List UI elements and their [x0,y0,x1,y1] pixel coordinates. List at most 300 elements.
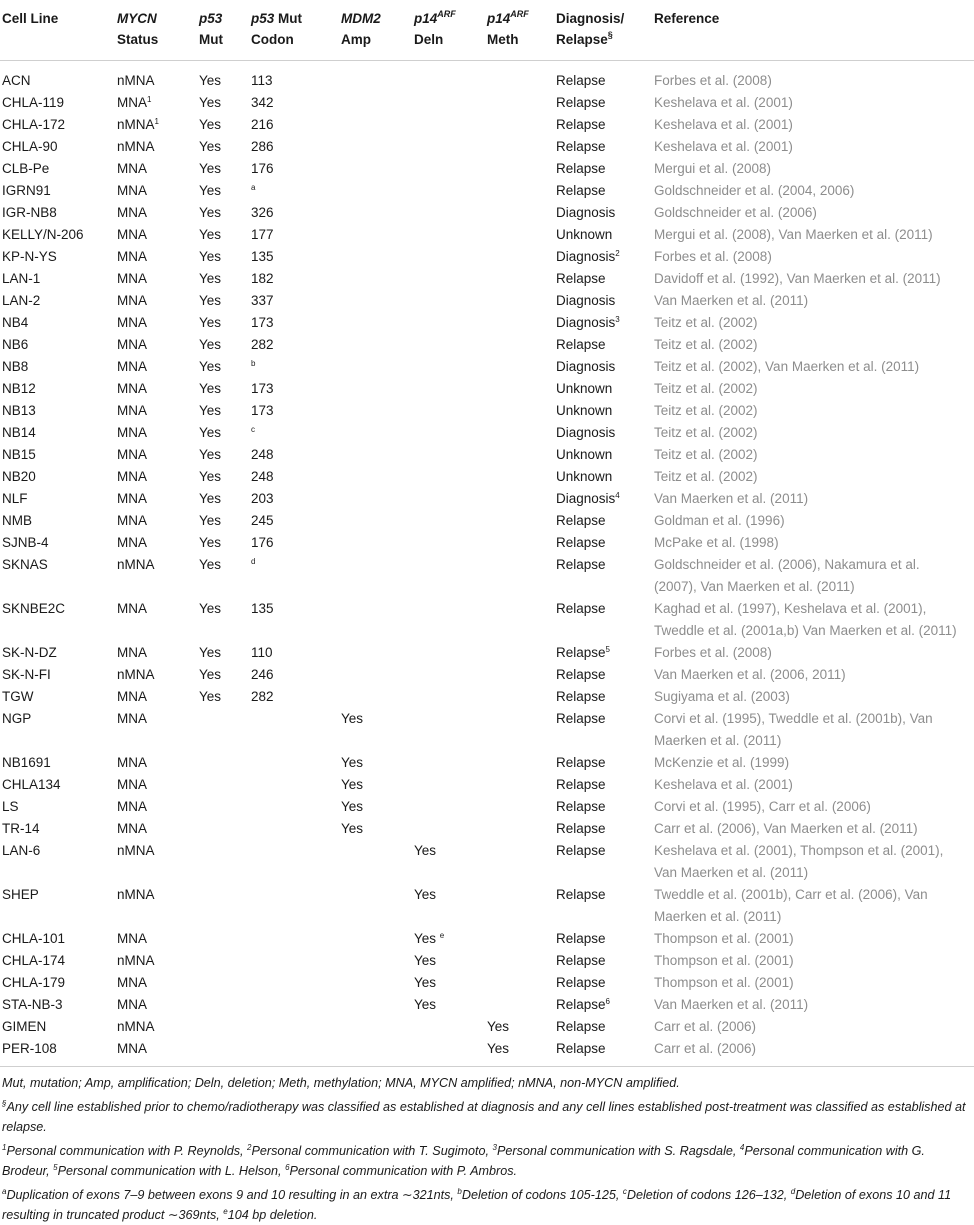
mdm2-amp-cell [341,708,414,752]
cell-line-name-cell [0,884,117,928]
table-row [0,378,974,400]
p53-mut: Yes [199,491,222,506]
mdm2-amp-cell [341,334,414,356]
footnote-text: Personal communication with P. Ambros. [289,1164,518,1178]
p14arf-deln-cell [414,136,487,158]
p53-mut-cell [199,598,251,642]
p14arf-deln-cell [414,510,487,532]
p53-codon: 177 [251,227,274,242]
p53-codon-cell [251,774,341,796]
mycn-status: MNA [117,447,147,462]
p53-codon-cell [251,290,341,312]
cell-line-name: SKNAS [2,557,48,572]
footnote-marker: 2 [247,1143,252,1152]
table-row [0,554,974,598]
p14arf-meth-cell [487,708,556,752]
diagnosis-relapse: Relapse [556,95,606,110]
diagnosis-relapse: Relapse [556,271,606,286]
p14arf-meth-cell [487,378,556,400]
mycn-status-cell [117,708,199,752]
footnote-marker: 5 [53,1163,58,1172]
cell-line-name: NMB [2,513,32,528]
p53-mut-cell [199,708,251,752]
p14arf-meth-cell [487,884,556,928]
mycn-status: MNA [117,513,147,528]
p14arf-meth-cell [487,202,556,224]
mycn-status-cell [117,1016,199,1038]
mdm2-amp-cell [341,664,414,686]
reference-text: Thompson et al. (2001) [654,953,794,968]
table-row [0,686,974,708]
p53-codon-cell [251,422,341,444]
cell-line-name-cell [0,928,117,950]
footnote-text: Deletion of codons 105-125, [461,1188,623,1202]
footnote-text: 104 bp deletion. [227,1208,318,1222]
mdm2-amp-cell [341,554,414,598]
diagnosis-relapse-cell [556,114,654,136]
diagnosis-relapse-cell [556,61,654,93]
diagnosis-relapse: Relapse [556,139,606,154]
p53-codon-footnote-marker: c [251,425,255,434]
p53-mut: Yes [199,161,222,176]
p14arf-deln-cell [414,554,487,598]
reference-cell [654,532,974,554]
footnote-paragraph [2,1141,972,1181]
p53-codon-cell [251,158,341,180]
p53-mut-cell [199,444,251,466]
cell-line-name: SHEP [2,887,39,902]
p14arf-deln-cell [414,818,487,840]
footnote-text: Personal communication with T. Sugimoto, [251,1144,493,1158]
mdm2-amp: Yes [341,821,364,836]
p14arf-deln-cell [414,202,487,224]
diagnosis-relapse-cell [556,268,654,290]
diagnosis-relapse: Relapse [556,887,606,902]
p53-mut-cell [199,686,251,708]
p53-mut: Yes [199,381,222,396]
p53-codon: 286 [251,139,274,154]
diagnosis-relapse-cell [556,356,654,378]
p53-mut: Yes [199,557,222,572]
mycn-status: MNA [117,337,147,352]
header-mycn-status: MYCN Status [117,11,159,47]
cell-line-name-cell [0,224,117,246]
p14arf-deln: Yes [414,975,437,990]
mycn-status-cell [117,400,199,422]
diagnosis-relapse-cell [556,444,654,466]
p53-mut-cell [199,1038,251,1060]
diagnosis-relapse-cell [556,642,654,664]
diagnosis-relapse: Relapse [556,513,606,528]
p53-codon-cell [251,488,341,510]
diagnosis-relapse: Relapse [556,975,606,990]
table-row [0,334,974,356]
p53-mut-cell [199,400,251,422]
mycn-status-cell [117,884,199,928]
mycn-status-cell [117,92,199,114]
p14arf-meth-cell [487,400,556,422]
cell-line-name-cell [0,444,117,466]
table-row [0,290,974,312]
diagnosis-relapse-footnote-marker: 3 [615,315,620,324]
p14arf-deln-cell [414,994,487,1016]
cell-line-name-cell [0,422,117,444]
p53-mut: Yes [199,645,222,660]
p14arf-deln-cell [414,334,487,356]
cell-line-name-cell [0,488,117,510]
p53-codon: 110 [251,645,273,660]
mdm2-amp-cell [341,510,414,532]
p53-codon-cell [251,510,341,532]
mdm2-amp-cell [341,972,414,994]
mdm2-amp-cell [341,268,414,290]
table-row [0,1038,974,1060]
mycn-status-footnote-marker: 1 [147,95,152,104]
p53-mut: Yes [199,425,222,440]
cell-line-name-cell [0,202,117,224]
cell-line-name-cell [0,356,117,378]
reference-text: Goldman et al. (1996) [654,513,785,528]
p53-codon-cell [251,1038,341,1060]
p14arf-meth-cell [487,972,556,994]
table-row [0,510,974,532]
diagnosis-relapse: Relapse [556,535,606,550]
reference-cell [654,554,974,598]
p14arf-deln-cell [414,224,487,246]
diagnosis-relapse-cell [556,972,654,994]
mdm2-amp-cell [341,92,414,114]
p53-mut-cell [199,796,251,818]
table-row [0,61,974,93]
footnote-text: Personal communication with S. Ragsdale, [496,1144,740,1158]
p53-codon-cell [251,752,341,774]
mycn-status: MNA [117,249,147,264]
p53-codon: 135 [251,601,274,616]
reference-text: Goldschneider et al. (2004, 2006) [654,183,855,198]
table-row [0,928,974,950]
reference-cell [654,488,974,510]
diagnosis-relapse: Relapse [556,931,606,946]
reference-cell [654,356,974,378]
p53-codon-cell [251,466,341,488]
mdm2-amp-cell [341,422,414,444]
mycn-status: MNA [117,931,147,946]
reference-cell [654,246,974,268]
cell-line-name: NB8 [2,359,29,374]
mdm2-amp-cell [341,202,414,224]
mycn-status: nMNA [117,953,155,968]
p53-codon-footnote-marker: b [251,359,256,368]
mycn-status-cell [117,180,199,202]
cell-line-name-cell [0,466,117,488]
cell-line-name: KELLY/N-206 [2,227,84,242]
p14arf-meth-cell [487,180,556,202]
cell-line-name-cell [0,664,117,686]
diagnosis-relapse: Relapse [556,777,606,792]
p14arf-deln-cell [414,1016,487,1038]
diagnosis-relapse-footnote-marker: 5 [605,645,610,654]
reference-cell [654,840,974,884]
cell-line-name: NB6 [2,337,29,352]
table-row [0,246,974,268]
reference-text: Tweddle et al. (2001b), Carr et al. (2006), Van [654,887,928,902]
diagnosis-relapse-cell [556,510,654,532]
p53-mut-cell [199,356,251,378]
footnote-text: Deletion of exons 10 and 11 resulting in truncated product ∼369nts, [2,1188,952,1222]
mycn-status-cell [117,488,199,510]
p14arf-meth-cell [487,334,556,356]
diagnosis-relapse-cell [556,774,654,796]
p53-codon: 176 [251,161,274,176]
p53-mut-cell [199,312,251,334]
p14arf-deln-cell [414,598,487,642]
p53-codon-cell [251,840,341,884]
p53-mut-cell [199,158,251,180]
diagnosis-relapse: Relapse [556,337,606,352]
mdm2-amp-cell [341,114,414,136]
mdm2-amp-cell [341,840,414,884]
p53-mut-cell [199,1016,251,1038]
p53-codon: 113 [251,73,273,88]
table-row [0,202,974,224]
cell-line-name-cell [0,92,117,114]
p53-mut-cell [199,928,251,950]
cell-line-name: NB20 [2,469,36,484]
diagnosis-relapse-cell [556,686,654,708]
footnote-paragraph [2,1073,972,1093]
table-row [0,444,974,466]
diagnosis-relapse-cell [556,532,654,554]
p53-mut: Yes [199,535,222,550]
diagnosis-relapse: Relapse [556,73,606,88]
reference-text: Tweddle et al. (2001a,b) Van Maerken et al. (2011) [654,623,957,638]
diagnosis-relapse-cell [556,246,654,268]
p53-mut: Yes [199,95,222,110]
p14arf-meth-cell [487,488,556,510]
diagnosis-relapse-footnote-marker: 2 [615,249,620,258]
mycn-status: nMNA [117,667,155,682]
p53-codon-cell [251,180,341,202]
reference-cell [654,1016,974,1038]
p53-codon: 203 [251,491,274,506]
diagnosis-relapse-cell [556,92,654,114]
cell-line-name: CHLA134 [2,777,61,792]
diagnosis-relapse: Diagnosis [556,359,616,374]
p53-mut-cell [199,488,251,510]
cell-line-name-cell [0,158,117,180]
reference-cell [654,752,974,774]
cell-line-name-cell [0,554,117,598]
diagnosis-relapse: Relapse [556,183,606,198]
reference-text: Teitz et al. (2002) [654,403,758,418]
reference-cell [654,774,974,796]
reference-text: McPake et al. (1998) [654,535,779,550]
p53-codon: 246 [251,667,274,682]
mdm2-amp: Yes [341,755,364,770]
reference-cell [654,972,974,994]
cell-line-name-cell [0,136,117,158]
mycn-status-cell [117,1038,199,1060]
cell-line-name-cell [0,774,117,796]
mycn-status: MNA [117,535,147,550]
p14arf-meth-cell [487,642,556,664]
table-row [0,488,974,510]
table-row [0,268,974,290]
mycn-status: MNA [117,183,147,198]
mycn-status: MNA [117,755,147,770]
mycn-status: MNA [117,315,147,330]
p53-codon-cell [251,92,341,114]
mdm2-amp-cell [341,290,414,312]
reference-cell [654,664,974,686]
mycn-status: MNA [117,95,147,110]
p14arf-deln-cell [414,422,487,444]
p14arf-deln-cell [414,840,487,884]
table-row [0,598,974,642]
diagnosis-relapse-cell [556,158,654,180]
p53-codon-cell [251,972,341,994]
reference-cell [654,136,974,158]
mycn-status-cell [117,532,199,554]
table-row [0,312,974,334]
table-row [0,356,974,378]
header-p14arf-meth: $p14^{ARF}$ Meth [487,9,529,47]
reference-text: Goldschneider et al. (2006) [654,205,817,220]
diagnosis-relapse-cell [556,422,654,444]
mycn-status: nMNA [117,843,155,858]
footnote-marker: 1 [2,1143,7,1152]
p53-mut-cell [199,840,251,884]
cell-line-name: ACN [2,73,31,88]
reference-text: Forbes et al. (2008) [654,249,772,264]
p14arf-deln-cell [414,61,487,93]
mycn-status-cell [117,796,199,818]
p14arf-meth-cell [487,61,556,93]
diagnosis-relapse-cell [556,488,654,510]
diagnosis-relapse: Diagnosis [556,249,616,264]
cell-line-name: GIMEN [2,1019,47,1034]
reference-text: Maerken et al. (2011) [654,909,782,924]
p14arf-meth-cell [487,114,556,136]
p53-mut-cell [199,334,251,356]
table-row [0,796,974,818]
mdm2-amp-cell [341,488,414,510]
reference-cell [654,202,974,224]
table-row [0,884,974,928]
reference-text: Teitz et al. (2002) [654,315,758,330]
mycn-status: MNA [117,381,147,396]
cell-line-name: NB4 [2,315,29,330]
diagnosis-relapse-cell [556,290,654,312]
mdm2-amp: Yes [341,711,364,726]
header-mdm2-amp: MDM2 Amp [341,11,381,47]
p53-codon-cell [251,268,341,290]
cell-line-name-cell [0,796,117,818]
diagnosis-relapse: Diagnosis [556,205,616,220]
reference-text: Keshelava et al. (2001), Thompson et al. (2001), [654,843,944,858]
p53-codon-cell [251,686,341,708]
p14arf-deln-cell [414,972,487,994]
mycn-status: nMNA [117,117,155,132]
reference-text: Carr et al. (2006) [654,1019,757,1034]
p14arf-deln-cell [414,884,487,928]
p14arf-meth-cell [487,774,556,796]
footnote-paragraph [2,1185,972,1225]
mycn-status: nMNA [117,73,155,88]
p53-mut: Yes [199,447,222,462]
mycn-status-cell [117,840,199,884]
p53-mut: Yes [199,117,222,132]
cell-line-name-cell [0,818,117,840]
p14arf-meth-cell [487,664,556,686]
p14arf-meth-cell [487,92,556,114]
mycn-status: MNA [117,777,147,792]
diagnosis-relapse: Unknown [556,447,613,462]
table-row [0,840,974,884]
mdm2-amp: Yes [341,799,364,814]
mdm2-amp-cell [341,796,414,818]
p14arf-meth-cell [487,686,556,708]
diagnosis-relapse: Relapse [556,601,606,616]
p53-codon: 342 [251,95,274,110]
table-row [0,774,974,796]
reference-cell [654,928,974,950]
reference-cell [654,598,974,642]
p53-codon-footnote-marker: d [251,557,256,566]
p53-codon-cell [251,444,341,466]
p14arf-meth-cell [487,1016,556,1038]
p53-mut: Yes [199,359,222,374]
p53-codon-cell [251,1016,341,1038]
diagnosis-relapse-cell [556,312,654,334]
mycn-status-cell [117,202,199,224]
mycn-status-cell [117,774,199,796]
cell-line-name: SK-N-DZ [2,645,57,660]
cell-line-name: CLB-Pe [2,161,50,176]
reference-cell [654,158,974,180]
p53-mut-cell [199,246,251,268]
p53-mut: Yes [199,205,222,220]
mycn-status: nMNA [117,557,155,572]
mycn-status-cell [117,554,199,598]
mycn-status: MNA [117,403,147,418]
p53-codon: 135 [251,249,274,264]
p53-mut: Yes [199,73,222,88]
table-row [0,466,974,488]
p53-codon-cell [251,334,341,356]
reference-cell [654,400,974,422]
diagnosis-relapse: Relapse [556,711,606,726]
p14arf-deln-cell [414,400,487,422]
table-row [0,224,974,246]
p14arf-meth-cell [487,224,556,246]
p14arf-meth-cell [487,356,556,378]
mdm2-amp-cell [341,994,414,1016]
p53-mut: Yes [199,667,222,682]
mycn-status-cell [117,422,199,444]
p53-codon: 245 [251,513,274,528]
cell-line-name: CHLA-90 [2,139,58,154]
p14arf-meth-cell [487,796,556,818]
diagnosis-relapse: Relapse [556,161,606,176]
p53-codon: 182 [251,271,274,286]
mycn-status: MNA [117,271,147,286]
p14arf-deln-cell [414,158,487,180]
diagnosis-relapse-cell [556,796,654,818]
p14arf-deln-cell [414,950,487,972]
mycn-status: MNA [117,293,147,308]
p14arf-deln-cell [414,444,487,466]
